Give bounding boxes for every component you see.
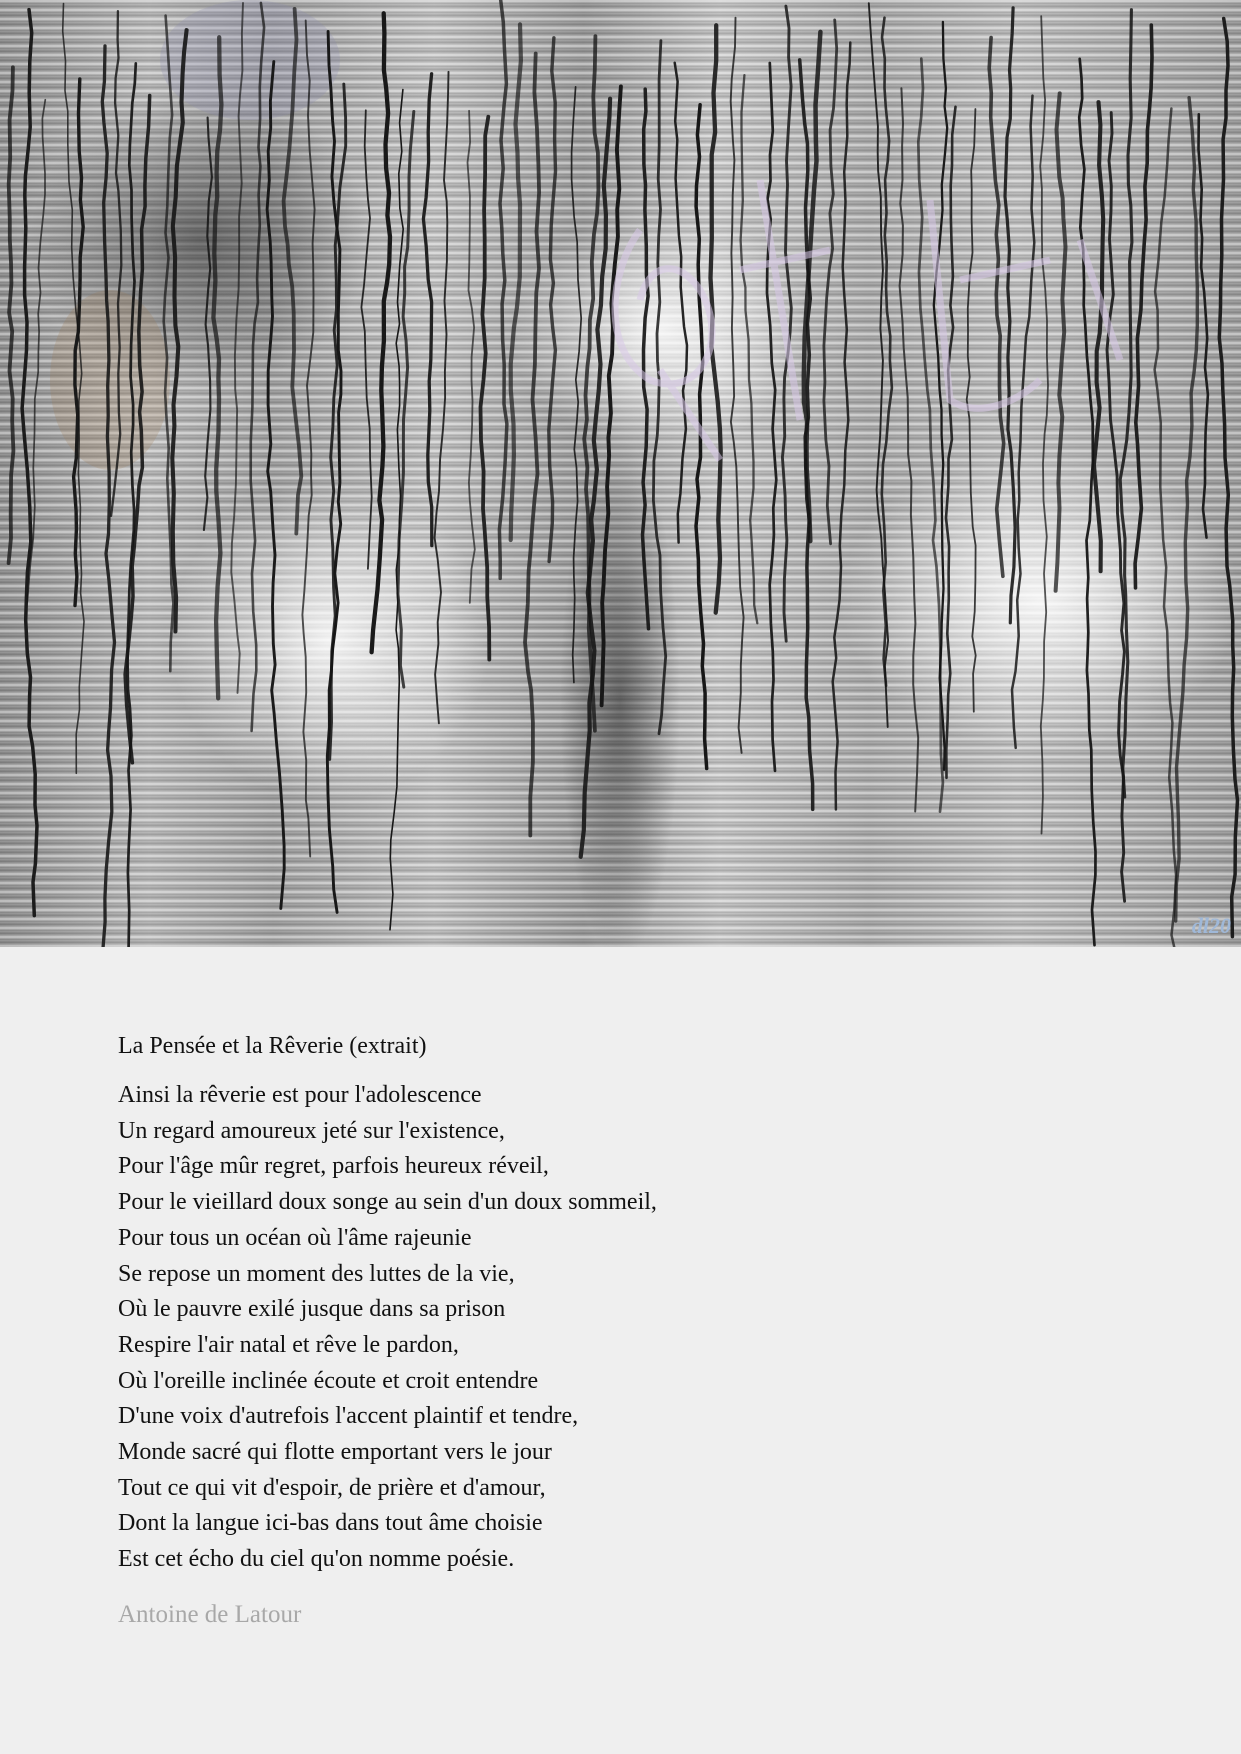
poem-line: Un regard amoureux jeté sur l'existence, — [118, 1117, 505, 1144]
artist-signature: dl20 — [1191, 913, 1231, 938]
poem-line: Où l'oreille inclinée écoute et croit entendre — [118, 1367, 539, 1394]
poem-lines — [118, 1078, 1118, 1578]
poem-line: Est cet écho du ciel qu'on nomme poésie. — [118, 1546, 515, 1573]
poem-line: Tout ce qui vit d'espoir, de prière et d'amour, — [118, 1474, 546, 1501]
poem-line: Ainsi la rêverie est pour l'adolescence — [118, 1082, 482, 1108]
poem-line: D'une voix d'autrefois l'accent plaintif et tendre, — [118, 1403, 579, 1430]
poem-line: Pour l'âge mûr regret, parfois heureux réveil, — [118, 1153, 549, 1180]
poem-line: Dont la langue ici-bas dans tout âme choisie — [118, 1510, 543, 1537]
poem-title: La Pensée et la Rêverie (extrait) — [118, 1033, 427, 1059]
poem — [118, 1030, 1118, 1632]
poem-line: Respire l'air natal et rêve le pardon, — [118, 1331, 459, 1358]
poem-line: Où le pauvre exilé jusque dans sa prison — [118, 1296, 506, 1323]
poem-line: Se repose un moment des luttes de la vie, — [118, 1260, 515, 1287]
poem-line: Monde sacré qui flotte emportant vers le jour — [118, 1439, 552, 1466]
poem-author: Antoine de Latour — [118, 1600, 302, 1628]
poem-line: Pour le vieillard doux songe au sein d'un doux sommeil, — [118, 1189, 657, 1216]
poem-line: Pour tous un océan où l'âme rajeunie — [118, 1224, 472, 1251]
